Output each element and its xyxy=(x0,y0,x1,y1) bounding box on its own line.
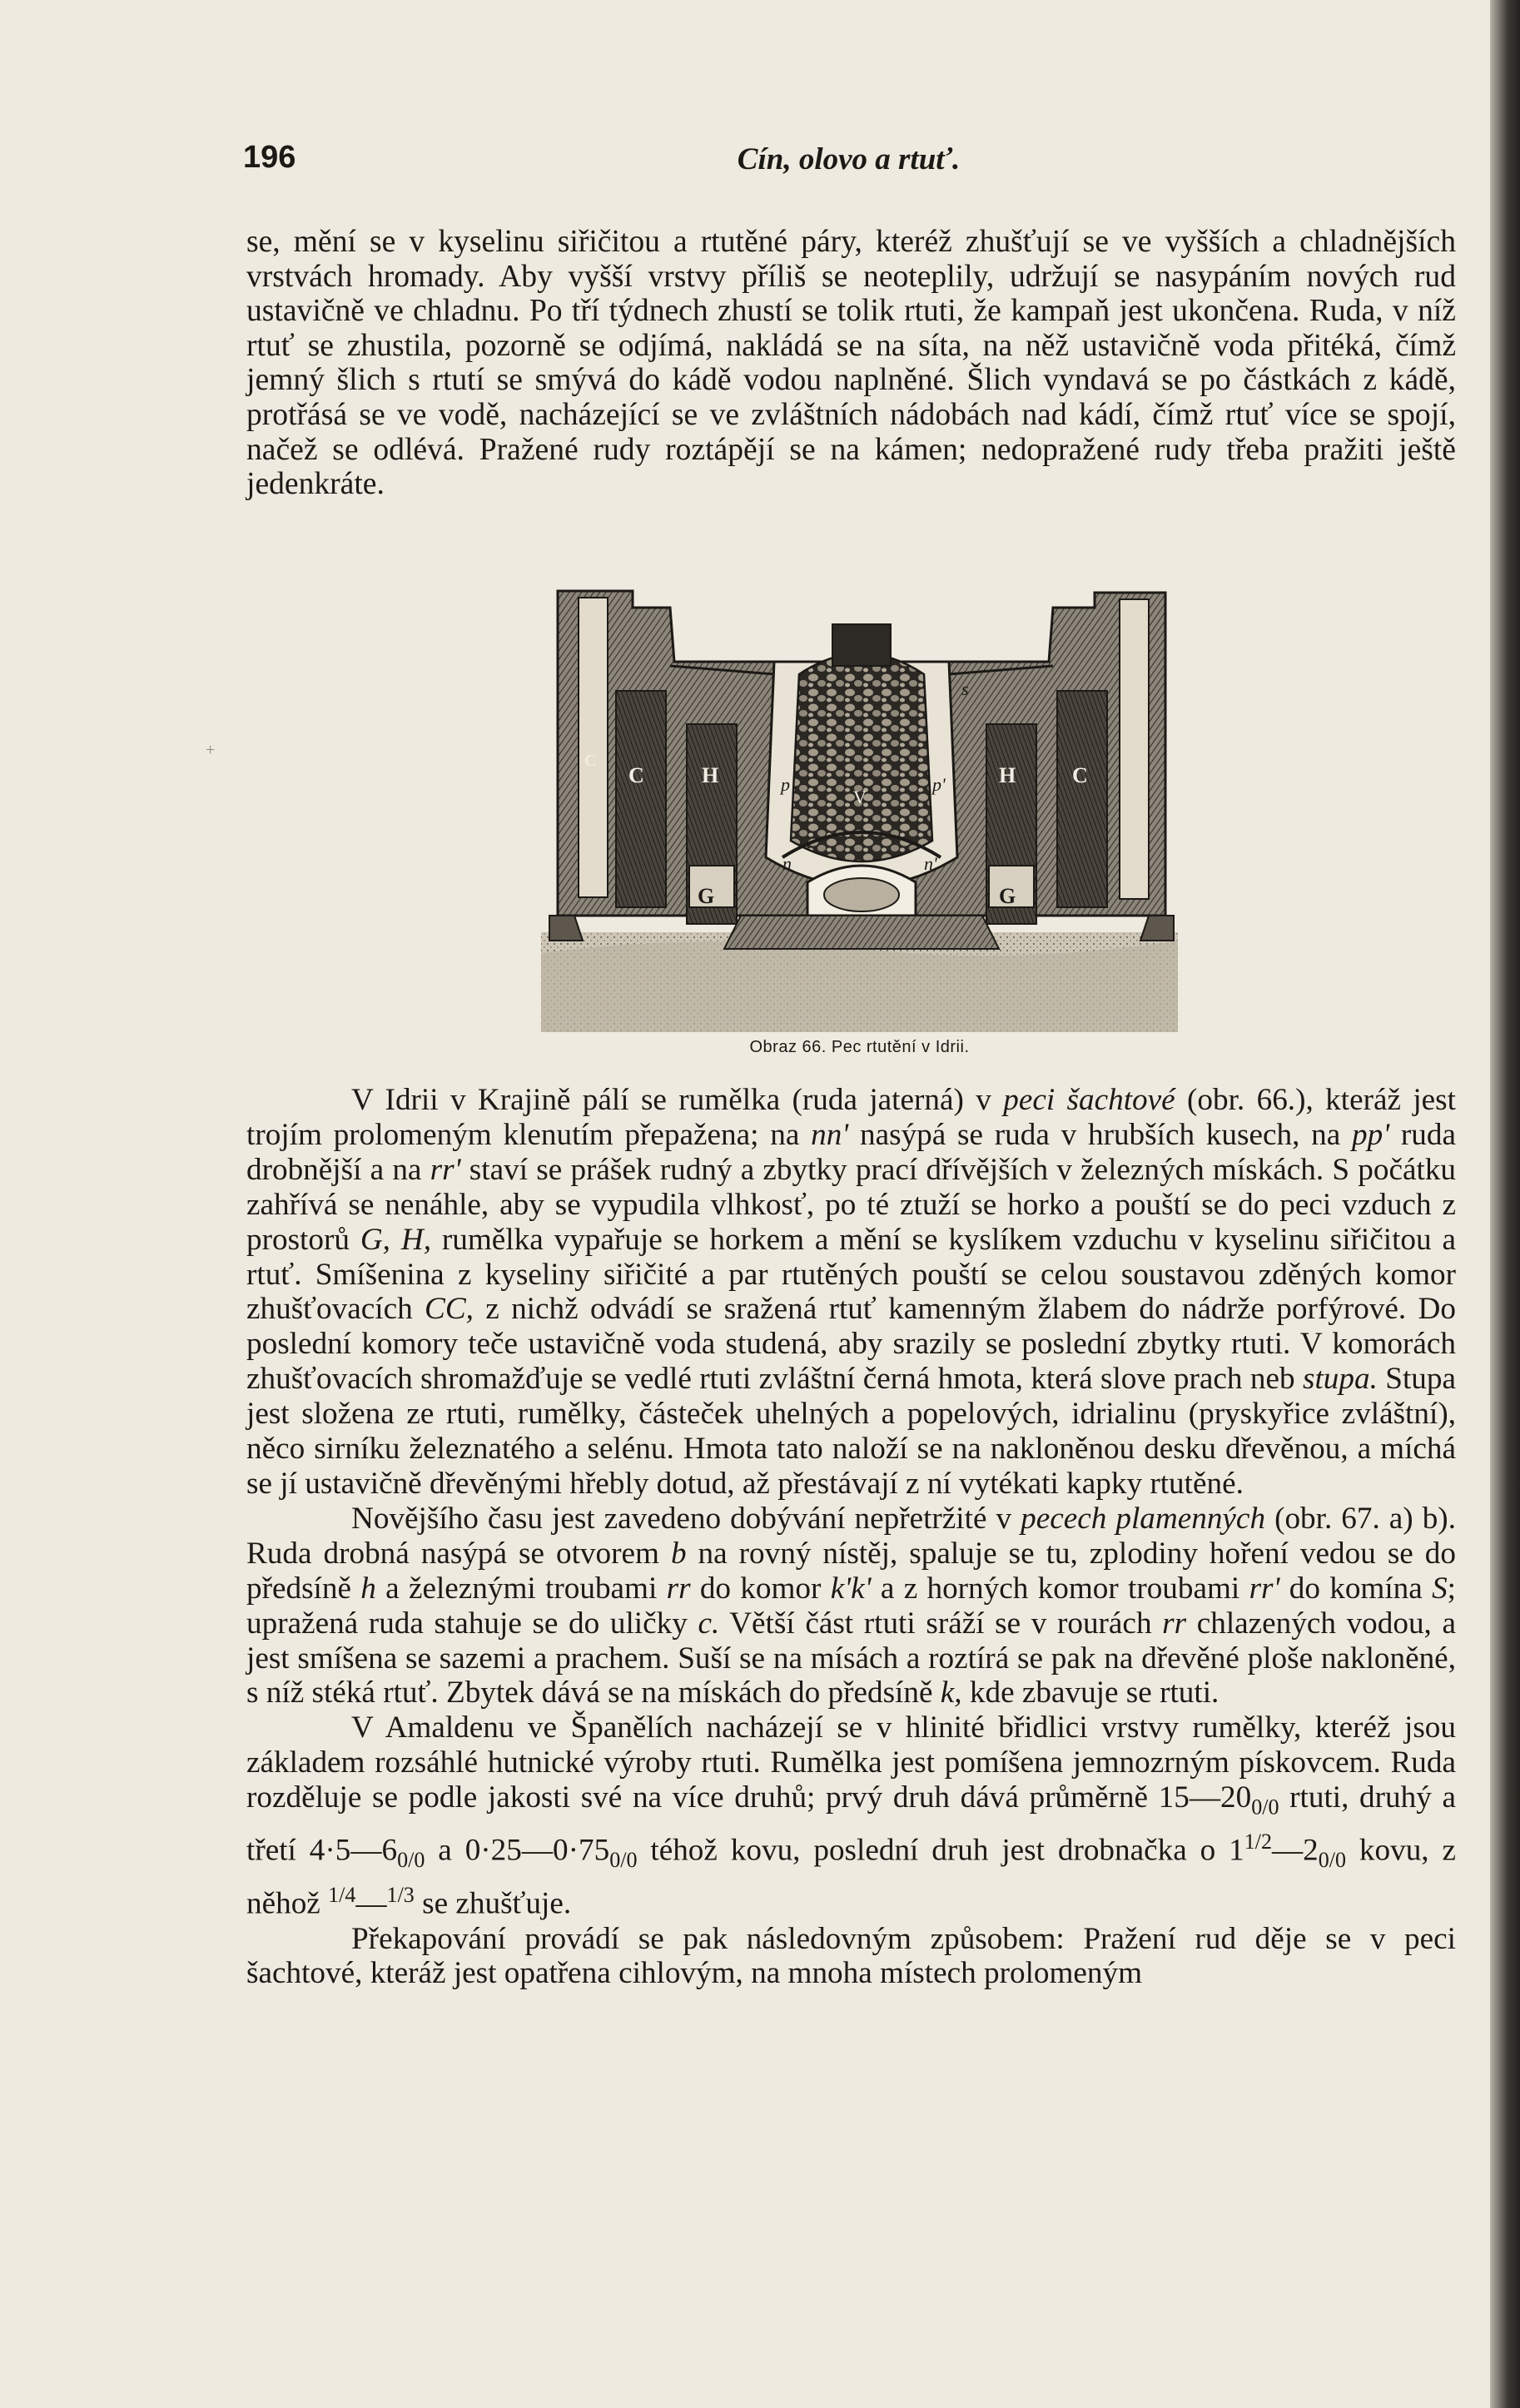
label-h-left: H xyxy=(702,763,719,787)
label-n-right: n' xyxy=(924,853,937,874)
label-p-left: p xyxy=(781,774,790,795)
paragraph-continuation: se, mění se v kyselinu siřičitou a rtutěné páry, kteréž zhušťují se ve vyšších a chladnějších vrstvách hromady. Aby vyšší vrstvy příliš se neoteplily, udržují se nasypáním nových rud ustavičně ve chladnu. Po tří týdnech zhustí se tolik rtuti, že kampaň jest ukončena. Ruda, v níž rtuť se zhustila, pozorně se odjímá, nakládá se na síta, na něž ustavičně voda přitéká, čímž jemný šlich s rtutí se smývá do kádě vodou naplněné. Šlich vyndavá se po částkách z kádě, protřásá se ve vodě, nacházející se ve zvláštních nádobách nad kádí, čímž rtuť více se spojí, načež se odlévá. Pražené rudy roztápějí se na kámen; nedopražené rudy třeba pražiti ještě jedenkráte. xyxy=(246,225,1456,502)
label-p-right: p' xyxy=(932,774,946,795)
ore-column xyxy=(791,653,932,861)
paragraph-almaden: V Amaldenu ve Španělích nacházejí se v hlinité břidlici vrstvy rumělky, kteréž jsou základem rozsáhlé hutnické výroby rtuti. Rumělka jest pomíšena jemnozrným pískovcem. Ruda rozděluje se podle jakosti své na více druhů; prvý druh dává průměrně $15—20_{0/0}$ rtuti, druhý a třetí $4\cdot 5—6_{0/0}$ a $0\cdot 25—0\cdot 75_{0/0}$ téhož kovu, poslední druh jest drobnačka o $1^{1/2}—2_{0/0}$ kovu, z něhož $^{1/4}$—$^{1/3}$ se zhušťuje. xyxy=(246,1710,1456,1921)
paragraph-idria: V Idrii v Krajině pálí se rumělka (ruda jaterná) v peci šachtové (obr. 66.), kteráž jest trojím prolomeným klenutím přepažena; na nn' nasýpá se ruda v hrubších kusech, na pp' ruda drobnější a na rr' staví se prášek rudný a zbytky prací dřívějších v železných mískách. S počátku zahřívá se nenáhle, aby se vypudila vlhkosť, po té ztuží se horko a pouští se do peci vzduch z prostorů G, H, rumělka vypařuje se horkem a mění se kyslíkem vzduchu v kyselinu siřičitou a rtuť. Smíšenina z kyseliny siřičité a par rtutěných pouští se celou soustavou zděných komor zhušťovacích CC, z nichž odvádí se sražená rtuť kamenným žlabem do nádrže porfýrové. Do poslední komory teče ustavičně voda studená, aby srazily se poslední zbytky rtuti. V komorách zhušťovacích shromažďuje se vedlé rtuti zvláštní černá hmota, která slove prach neb stupa. Stupa jest složena ze rtuti, rumělky, částeček uhelných a popelových, idrialinu (pryskyřice zvláštní), něco sirníku železnatého a selénu. Hmota tato naloží se na nakloněnou desku dřevěnou, a míchá se jí ustavičně dřevěnými hřebly dotud, až přestávají z ní vytékati kapky rtutěné. xyxy=(246,1083,1456,1501)
label-s: s xyxy=(961,678,969,699)
top-paragraph xyxy=(246,225,1456,502)
furnace-illustration xyxy=(533,583,1186,1032)
paragraph-flame-furnaces: Novějšího času jest zavedeno dobývání nepřetržité v pecech plamenných (obr. 67. a) b). Ruda drobná nasýpá se otvorem b na rovný nístěj, spaluje se tu, zplodiny hoření vedou se do předsíně h a železnými troubami rr do komor k'k' a z horných komor troubami rr' do komína S; upražená ruda stahuje se do uličky c. Větší část rtuti sráží se v rourách rr chlazených vodou, a jest smíšena se sazemi a prachem. Suší se na mísách a roztírá se pak na dřevěné ploše nakloněné, s níž stéká rtuť. Zbytek dává se na mískách do předsíně k, kde zbavuje se rtuti. xyxy=(246,1501,1456,1710)
label-h-right: H xyxy=(999,763,1016,787)
furnace-figure xyxy=(533,583,1186,1032)
margin-mark-icon: + xyxy=(206,741,216,759)
label-g-left: G xyxy=(698,884,715,908)
running-title: Cín, olovo a rtuť. xyxy=(737,142,961,176)
body-text xyxy=(246,1083,1456,1991)
page-number: 196 xyxy=(243,140,296,175)
label-c-left-2: C xyxy=(584,752,597,770)
figure-caption: Obraz 66. Pec rtutění v Idrii. xyxy=(749,1038,970,1056)
page-header xyxy=(243,140,1454,190)
label-v: V xyxy=(853,787,867,807)
label-c-left: C xyxy=(628,763,644,787)
label-c-right: C xyxy=(1072,763,1088,787)
book-page-edge xyxy=(1490,0,1520,2408)
paragraph-distillation: Překapování provádí se pak následovným způsobem: Pražení rud děje se v peci šachtové, kteráž jest opatřena cihlovým, na mnoha místech prolomeným xyxy=(246,1921,1456,1991)
label-g-right: G xyxy=(999,884,1016,908)
label-n-left: n xyxy=(782,853,792,874)
